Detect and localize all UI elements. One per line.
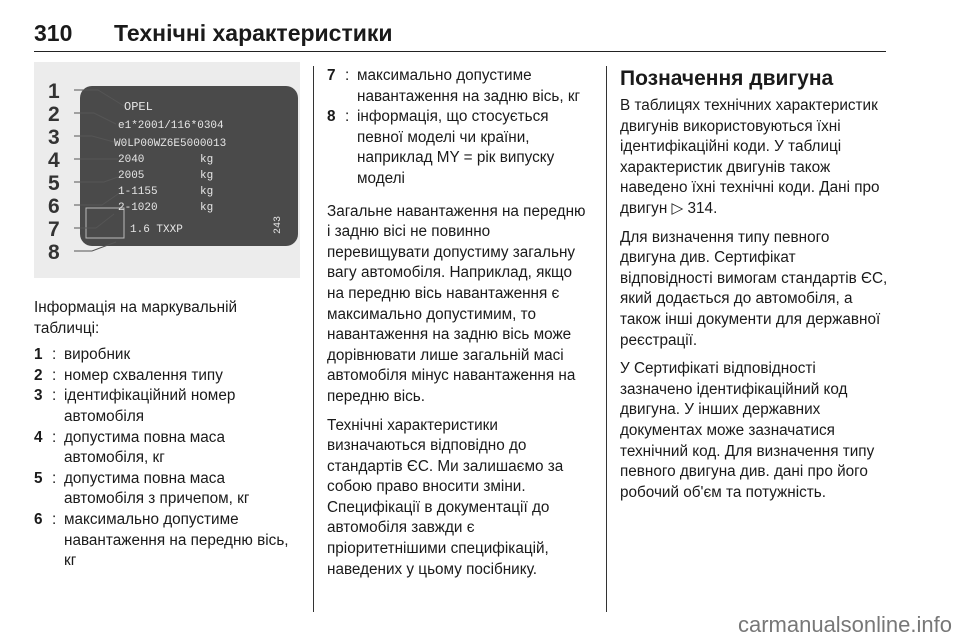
body-paragraph: Загальне навантаження на передню і задню вісі не повинно перевищувати допустиму загальну вагу автомобіля. Наприклад, якщо на передню вісь навантаження є максимально допустимим, то навантаження на задню вісь може дорівнювати лише загальній масі автомобіля мінус навантаження на передню вісь. bbox=[327, 202, 586, 405]
plate-vin: W0LP00WZ6E5000013 bbox=[114, 138, 227, 150]
legend-list-right bbox=[327, 66, 592, 190]
legend-number: 3 bbox=[34, 387, 43, 405]
legend-number: 1 bbox=[34, 346, 43, 364]
legend-number: 7 bbox=[327, 67, 336, 84]
body-paragraph: У Сертифікаті відповідності зазначено ідентифікаційний код двигуна. У інших державних документах може зазначатися технічний код. Для визначення типу певного двигуна див. дані про його робочий об'єм та потужність. bbox=[620, 360, 875, 501]
plate-extra-info: 1.6 TXXP bbox=[130, 224, 183, 236]
plate-manufacturer: OPEL bbox=[124, 100, 153, 114]
list-item: 1 : виробник bbox=[34, 345, 300, 366]
intro-text: Інформація на маркувальній табличці: bbox=[34, 299, 238, 337]
legend-text: допустима повна маса автомобіля з причепом, кг bbox=[64, 469, 250, 508]
plate-approval: e1*2001/116*0304 bbox=[118, 120, 224, 132]
legend-text: виробник bbox=[64, 346, 131, 364]
plate-weight-unit: kg bbox=[200, 154, 214, 166]
column-divider bbox=[313, 66, 314, 612]
list-item: 8 : інформація, що стосується певної моделі чи країни, наприклад MY = рік випуску моделі bbox=[327, 107, 592, 189]
legend-text: ідентифікаційний номер автомобіля bbox=[64, 387, 236, 425]
watermark: carmanualsonline.info bbox=[737, 612, 952, 637]
callout-number: 3 bbox=[48, 126, 60, 149]
legend-text: максимально допустиме навантаження на передню вісь, кг bbox=[64, 510, 289, 570]
list-item: 5 : допустима повна маса автомобіля з причепом, кг bbox=[34, 469, 300, 510]
column-right bbox=[620, 66, 888, 511]
body-paragraph: Технічні характеристики визначаються відповідно до стандартів ЄС. Ми залишаємо за собою право вносити зміни. Специфікації в документації до автомобіля завжди є пріоритетнішими специфікацій, наведених у цьому посібнику. bbox=[327, 416, 564, 578]
page-ref-arrow-icon: ▷ bbox=[671, 199, 684, 217]
plate-weight-value: 2-1020 bbox=[118, 202, 158, 214]
list-item: 2 : номер схвалення типу bbox=[34, 366, 300, 387]
plate-weight-value: 2005 bbox=[118, 170, 145, 182]
callout-number: 6 bbox=[48, 195, 60, 218]
callout-number: 4 bbox=[48, 149, 60, 172]
plate-weight-unit: kg bbox=[200, 170, 214, 182]
callout-number: 2 bbox=[48, 103, 60, 126]
legend-text: номер схвалення типу bbox=[64, 366, 223, 384]
page-ref-link[interactable]: 314. bbox=[687, 199, 718, 217]
list-item: 6 : максимально допустиме навантаження на передню вісь, кг bbox=[34, 510, 300, 572]
list-item: 3 : ідентифікаційний номер автомобіля bbox=[34, 386, 300, 427]
plate-weight-unit: kg bbox=[200, 186, 214, 198]
callout-number: 8 bbox=[48, 241, 60, 264]
legend-number: 8 bbox=[327, 108, 336, 126]
legend-list-left bbox=[34, 345, 300, 572]
page-title: Технічні характеристики bbox=[114, 20, 393, 46]
plate-weight-value: 1-1155 bbox=[118, 186, 158, 198]
body-paragraph bbox=[620, 96, 888, 220]
legend-text: інформація, що стосується певної моделі чи країни, наприклад MY = рік випуску моделі bbox=[357, 108, 555, 187]
legend-number: 5 bbox=[34, 469, 43, 487]
legend-text: максимально допустиме навантаження на задню вісь, кг bbox=[357, 67, 581, 105]
legend-text: допустима повна маса автомобіля, кг bbox=[64, 428, 225, 467]
legend-number: 6 bbox=[34, 510, 43, 528]
column-left bbox=[34, 62, 300, 572]
paragraph-text: В таблицях технічних характеристик двигунів використовуються їхні ідентифікаційні коди. У таблиці характеристик двигунів також наведено їхні технічні коди. Дані про двигун bbox=[620, 97, 880, 217]
body-paragraph: Для визначення типу певного двигуна див. Сертифікат відповідності вимогам стандартів ЄС, який додається до автомобіля, а також інші документи для державної реєстрації. bbox=[620, 228, 888, 349]
plate-code: 243 bbox=[273, 215, 284, 234]
list-item: 4 : допустима повна маса автомобіля, кг bbox=[34, 428, 300, 469]
section-title: Позначення двигуна bbox=[620, 67, 834, 90]
column-divider bbox=[606, 66, 607, 612]
callout-number: 7 bbox=[48, 218, 60, 241]
plate-illustration bbox=[34, 62, 300, 278]
list-item: 7 : максимально допустиме навантаження на задню вісь, кг bbox=[327, 66, 592, 107]
callout-number: 5 bbox=[48, 172, 60, 195]
column-middle bbox=[327, 66, 592, 588]
legend-number: 4 bbox=[34, 428, 43, 446]
page-number: 310 bbox=[34, 20, 73, 46]
page-header bbox=[34, 22, 886, 52]
plate-figure bbox=[34, 62, 300, 278]
plate-weight-unit: kg bbox=[200, 202, 214, 214]
callout-number: 1 bbox=[48, 80, 60, 103]
legend-number: 2 bbox=[34, 366, 43, 384]
plate-weight-value: 2040 bbox=[118, 154, 145, 166]
